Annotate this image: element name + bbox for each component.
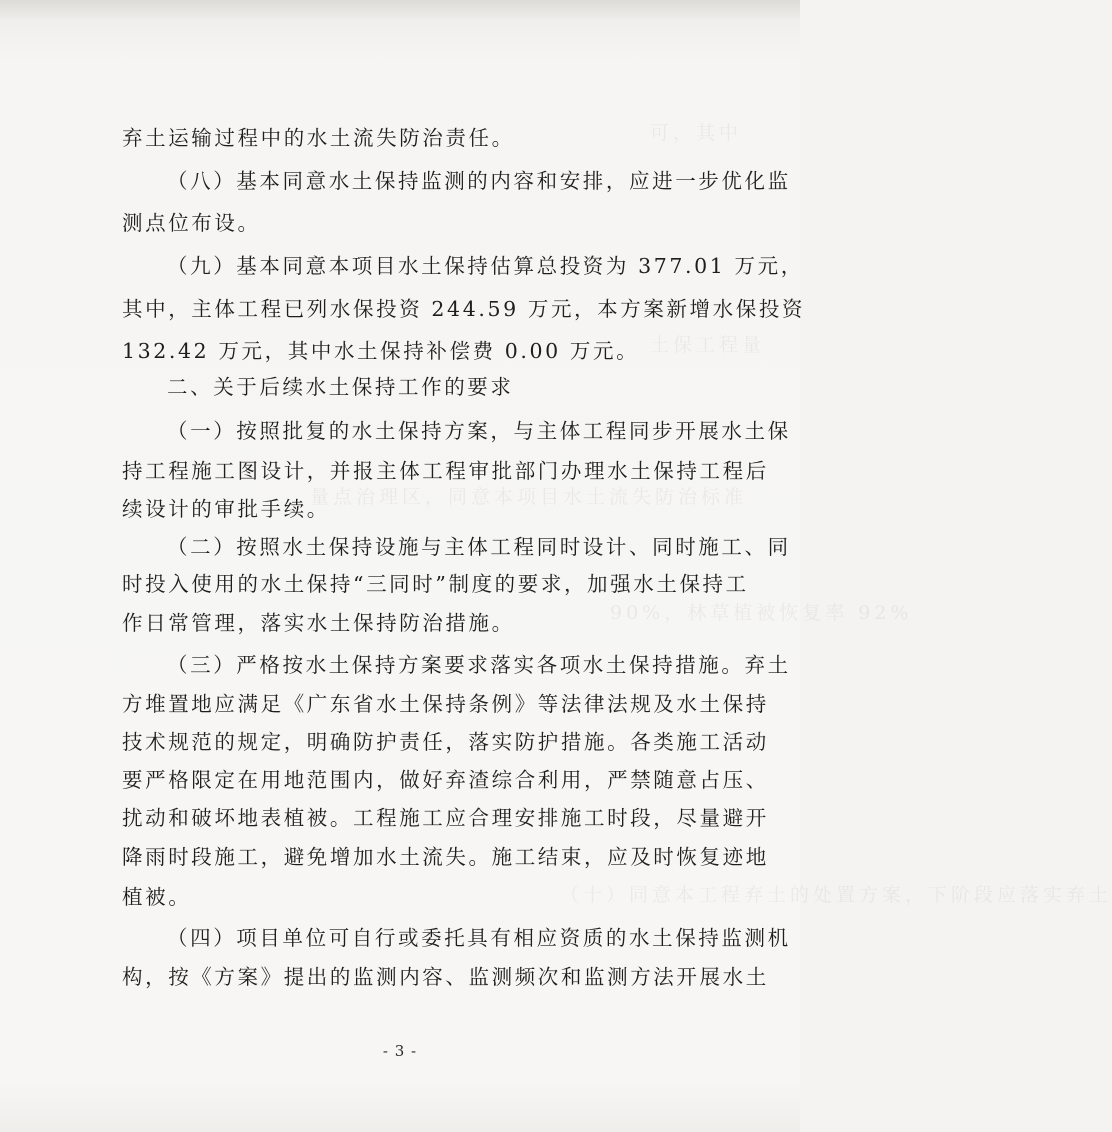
text-line: 持工程施工图设计，并报主体工程审批部门办理水土保持工程后	[122, 459, 769, 483]
text-line: 方堆置地应满足《广东省水土保持条例》等法律法规及水土保持	[122, 692, 769, 716]
bleed-through-text: 量点治理区，同意本项目水土流失防治标准	[310, 486, 748, 508]
bleed-through-text: 可，其中	[650, 122, 743, 144]
bleed-through-text: 土保工程量	[650, 334, 766, 356]
text-line: 扰动和破坏地表植被。工程施工应合理安排施工时段，尽量避开	[122, 806, 769, 830]
text-line: （九）基本同意本项目水土保持估算总投资为 377.01 万元，	[167, 254, 804, 278]
text-line: 降雨时段施工，避免增加水土流失。施工结束，应及时恢复迹地	[122, 845, 769, 869]
section-heading: 二、关于后续水土保持工作的要求	[167, 375, 514, 399]
bleed-through-text: （十）同意本工程弃土的处置方案，下阶段应落实弃土	[560, 884, 1112, 906]
bleed-through-text: 90%，林草植被恢复率 92%	[610, 602, 913, 624]
text-line: （一）按照批复的水土保持方案，与主体工程同步开展水土保	[167, 419, 791, 443]
text-line: 132.42 万元，其中水土保持补偿费 0.00 万元。	[122, 339, 640, 363]
text-line: 其中，主体工程已列水保投资 244.59 万元，本方案新增水保投资	[122, 297, 806, 321]
text-line: 作日常管理，落实水土保持防治措施。	[122, 611, 515, 635]
text-line: （四）项目单位可自行或委托具有相应资质的水土保持监测机	[167, 926, 791, 950]
text-line: （三）严格按水土保持方案要求落实各项水土保持措施。弃土	[167, 653, 791, 677]
text-line: 技术规范的规定，明确防护责任，落实防护措施。各类施工活动	[122, 730, 769, 754]
text-line: 测点位布设。	[122, 211, 261, 235]
text-line: 弃土运输过程中的水土流失防治责任。	[122, 126, 515, 150]
text-line: （八）基本同意水土保持监测的内容和安排，应进一步优化监	[167, 169, 791, 193]
text-line: 续设计的审批手续。	[122, 497, 330, 521]
text-line: 时投入使用的水土保持“三同时”制度的要求，加强水土保持工	[122, 572, 749, 596]
scan-top-edge	[0, 0, 800, 20]
page-number: - 3 -	[382, 1042, 418, 1060]
text-line: 构，按《方案》提出的监测内容、监测频次和监测方法开展水土	[122, 965, 769, 989]
text-line: 要严格限定在用地范围内，做好弃渣综合利用，严禁随意占压、	[122, 768, 769, 792]
text-line: 植被。	[122, 885, 192, 909]
text-line: （二）按照水土保持设施与主体工程同时设计、同时施工、同	[167, 535, 791, 559]
